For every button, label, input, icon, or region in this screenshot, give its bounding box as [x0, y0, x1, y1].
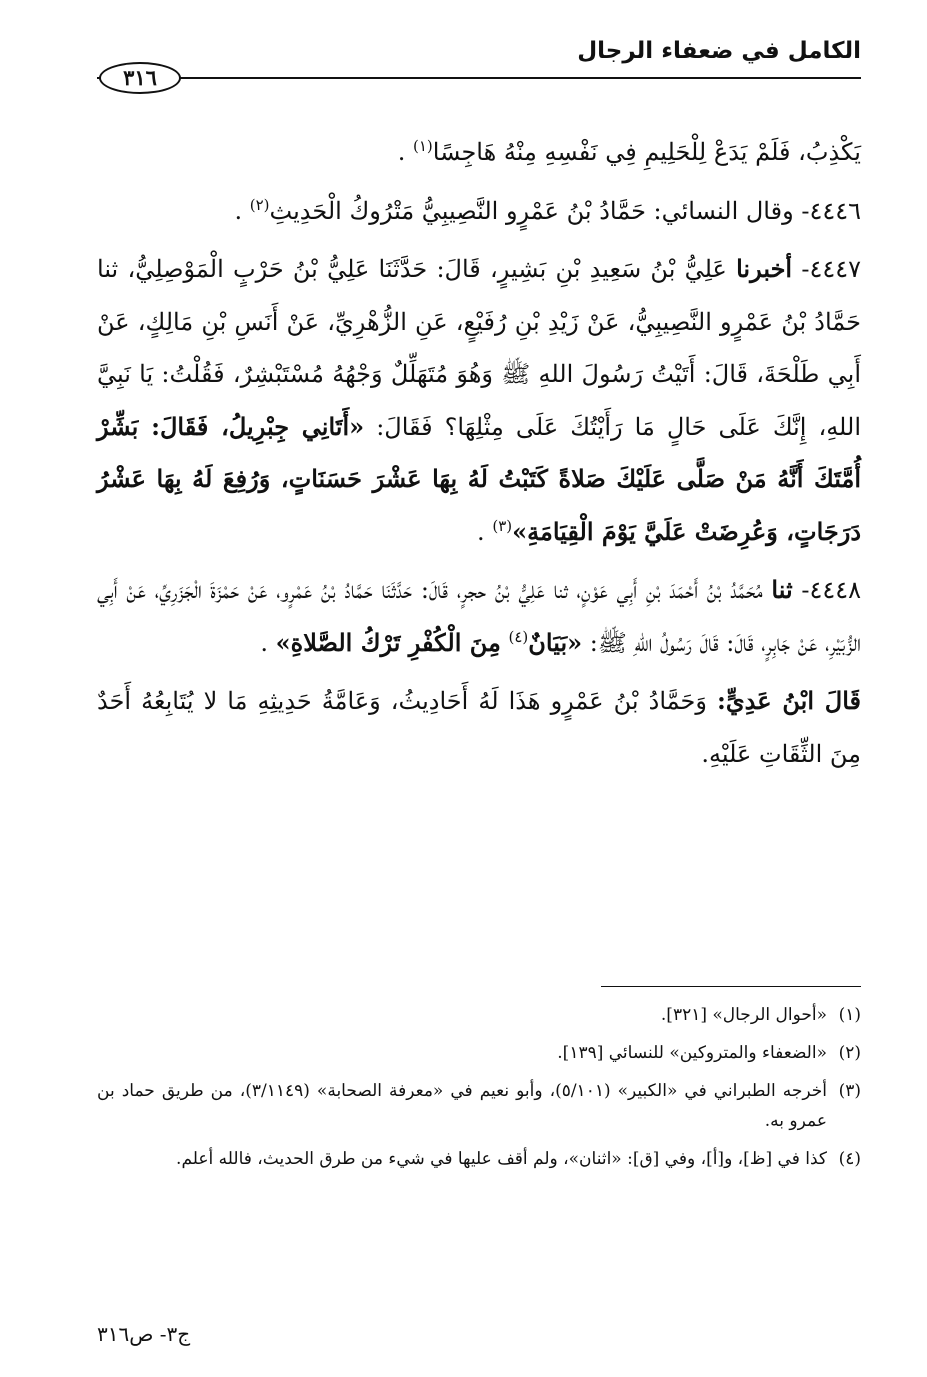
main-text: [97, 126, 861, 786]
volume-page-label: ج٣- ص٣١٦: [97, 1322, 191, 1346]
page-header: [97, 34, 861, 90]
book-title: الكامل في ضعفاء الرجال: [577, 38, 861, 64]
isnad-text: عَلِيُّ بْنُ سَعِيدِ بْنِ بَشِيرٍ، قَالَ: حَدَّثَنَا عَلِيُّ بْنُ حَرْبٍ الْمَوْصِلِيُّ، ثنا حَمَّادُ بْنُ عَمْرٍو النَّصِيبِيُّ، عَنْ زَيْدِ بْنِ رُفَيْعٍ، عَنِ الزُّهْرِيِّ، عَنْ أَنَسِ بْنِ مَالِكٍ، عَنْ أَبِي طَلْحَةَ، قَالَ: أَتَيْتُ رَسُولَ اللهِ ﷺ وَهُوَ مُتَهَلِّلٌ وَجْهُهُ مُسْتَبْشِرٌ، فَقُلْتُ: يَا نَبِيَّ اللهِ، إِنَّكَ عَلَى حَالٍ مَا رَأَيْتُكَ عَلَى مِثْلِهَا؟ فَقَالَ:: [97, 255, 861, 441]
paragraph-ibn-adi: [97, 675, 861, 780]
footnote-number: (٢): [838, 1043, 861, 1063]
paragraph-4448: [97, 564, 861, 669]
footnote-ref-1[interactable]: (١): [412, 137, 433, 155]
speaker-lead: قَالَ ابْنُ عَدِيٍّ:: [717, 686, 861, 715]
footnote-number: (١): [838, 1005, 861, 1025]
paragraph-text: يَكْذِبُ، فَلَمْ يَدَعْ لِلْحَلِيمِ فِي نَفْسِهِ مِنْهُ هَاجِسًا: [432, 138, 861, 166]
paragraph-1: [97, 126, 861, 179]
footnote-text: «أحوال الرجال» [٣٢١].: [660, 1005, 827, 1025]
paragraph-4447: [97, 243, 861, 558]
isnad-text: مُحَمَّدُ بْنُ أَحْمَدَ بْنِ أَبِي عَوْنٍ، ثنا عَلِيُّ بْنُ حجرٍ، قَالَ: حَدَّثَنَا حَمَّادُ بْنُ عَمْرٍو، عَنْ حَمْزَةَ الْجَزَرِيِّ، عَنْ أَبِي الزُّبَيْرِ، عَنْ جَابِرٍ، قَالَ: قَالَ رَسُولُ اللهِ ﷺ:: [97, 576, 861, 657]
footnote-ref-3[interactable]: (٣): [492, 516, 513, 535]
footnote-text: أخرجه الطبراني في «الكبير» (٥/١٠١)، وأبو نعيم في «معرفة الصحابة» (٣/١١٤٩)، من طريق حماد بن عمرو به.: [97, 1081, 827, 1131]
period: .: [260, 628, 269, 657]
hadith-number: ٤٤٤٧-: [801, 255, 861, 283]
hadith-number: ٤٤٤٨-: [801, 576, 862, 604]
period: .: [234, 196, 243, 225]
footnote-2: [97, 1038, 861, 1068]
paragraph-4446: [97, 185, 861, 238]
footnote-ref-2[interactable]: (٢): [249, 195, 270, 214]
footnote-ref-4[interactable]: (٤): [508, 627, 529, 646]
hadith-quote-end: مِنَ الْكُفْرِ تَرْكُ الصَّلاةِ»: [275, 627, 501, 657]
hadith-quote-start: «بَيَانٌ: [528, 627, 583, 657]
paragraph-text: وَحَمَّادُ بْنُ عَمْرٍو هَذَا لَهُ أَحَادِيثُ، وَعَامَّةُ حَدِيثِهِ مَا لا يُتَابِعُهُ أَحَدٌ مِنَ الثِّقَاتِ عَلَيْهِ.: [97, 687, 861, 768]
footnote-text: «الضعفاء والمتروكين» للنسائي [١٣٩].: [557, 1043, 827, 1063]
hadith-quote: «أَتَانِي جِبْرِيلُ، فَقَالَ: بَشِّرْ أُمَّتَكَ أَنَّهُ مَنْ صَلَّى عَلَيْكَ صَلاةً كَتَبْتُ لَهُ بِهَا عَشْرَ حَسَنَاتٍ، وَرُفِعَ لَهُ بِهَا عَشْرُ دَرَجَاتٍ، وَعُرِضَتْ عَلَيَّ يَوْمَ الْقِيَامَةِ»: [97, 411, 861, 546]
footnote-1: [97, 1000, 861, 1030]
footnote-4: [97, 1144, 861, 1174]
page-number-badge: ٣١٦: [99, 62, 181, 94]
narration-lead: أخبرنا: [736, 254, 793, 283]
period: .: [397, 138, 406, 166]
narration-lead: ثنا: [771, 575, 793, 604]
paragraph-text: وقال النسائي: حَمَّادُ بْنُ عَمْرٍو النَّصِيبِيُّ مَتْرُوكُ الْحَدِيثِ: [269, 196, 794, 225]
footnote-3: [97, 1076, 861, 1136]
footnote-number: (٤): [838, 1149, 861, 1169]
hadith-number: ٤٤٤٦-: [801, 196, 861, 225]
footnote-text: كذا في [ظ]، و[أ]، وفي [ق]: «اثنان»، ولم أقف عليها في شيء من طرق الحديث، فالله أعلم.: [176, 1149, 827, 1169]
footnote-separator: [601, 986, 861, 987]
footnotes: [97, 1000, 861, 1182]
header-rule: [97, 77, 861, 79]
footnote-number: (٣): [838, 1081, 861, 1101]
period: .: [477, 517, 485, 546]
